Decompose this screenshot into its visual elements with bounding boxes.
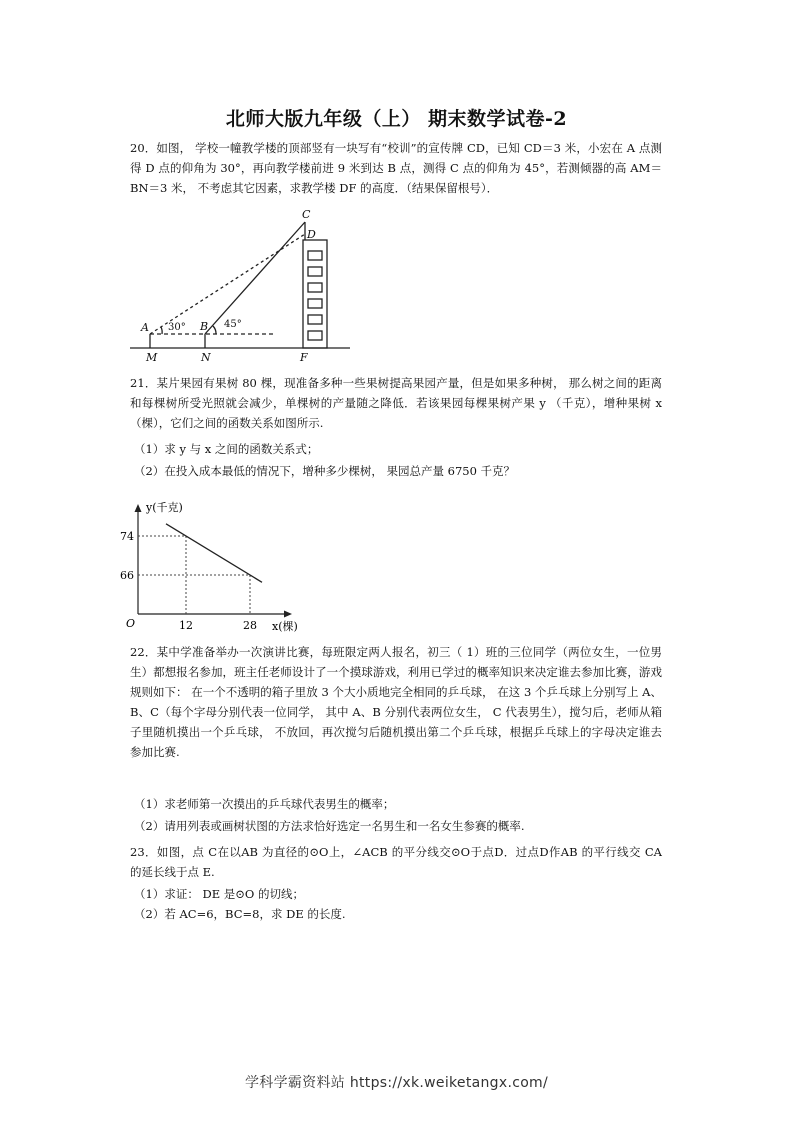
q23-part2: （2）若 AC=6，BC=8，求 DE 的长度.: [134, 907, 346, 921]
x-axis-arrow: [284, 611, 292, 618]
x-tick-label-12: 12: [179, 619, 193, 632]
page-title: 北师大版九年级（上） 期末数学试卷-2: [225, 108, 568, 130]
y-tick-label-74: 74: [120, 530, 134, 543]
building: [303, 240, 327, 348]
q21-part2: （2）在投入成本最低的情况下，增种多少棵树， 果园总产量 6750 千克？: [134, 464, 516, 478]
x-axis-label: x(棵): [272, 620, 298, 633]
q21-chart: [120, 496, 310, 636]
y-tick-label-66: 66: [120, 569, 134, 582]
angle-a-label: 30°: [168, 322, 186, 333]
label-d: D: [307, 228, 316, 241]
y-axis-arrow: [135, 504, 142, 512]
y-axis-label: y(千克): [146, 501, 183, 514]
q20-text: 20．如图， 学校一幢教学楼的顶部竖有一块写有“校训”的宣传牌 CD，已知 CD＝3 米，小宏在 A 点测得 D 点的仰角为 30°，再向教学楼前进 9 米到达 B 点，测得 C 点的仰角为 45°，若测倾器的高 AM＝BN＝3 米， 不考虑其它因素，求教学楼 DF 的高度．（结果保留根号）．: [130, 141, 662, 195]
q22-text: 22．某中学准备举办一次演讲比赛，每班限定两人报名，初三（ 1）班的三位同学（两位女生，一位男生）都想报名参加，班主任老师设计了一个摸球游戏，利用已学过的概率知识来决定谁去参加比赛，游戏规则如下： 在一个不透明的箱子里放 3 个大小质地完全相同的乒乓球， 在这 3 个乒乓球上分别写上 A、B、C（每个字母分别代表一位同学， 其中 A、B 分别代表两位女生， C 代表男生），搅匀后，老师从箱子里随机摸出一个乒乓球， 不放回，再次搅匀后随机摸出第二个乒乓球，根据乒乓球上的字母决定谁去参加比赛.: [130, 645, 662, 759]
label-m: M: [146, 351, 158, 364]
label-b: B: [200, 320, 209, 333]
q22-part2: （2）请用列表或画树状图的方法求恰好选定一名男生和一名女生参赛的概率.: [134, 819, 525, 833]
q23-part1: （1）求证： DE 是⊙O 的切线；: [134, 887, 304, 901]
label-a: A: [141, 321, 149, 334]
series-line: [166, 524, 262, 583]
line-bc: [205, 222, 305, 334]
x-tick-label-28: 28: [243, 619, 257, 632]
label-f: F: [300, 351, 308, 364]
label-n: N: [201, 351, 211, 364]
q20-diagram: [128, 206, 353, 366]
q21-part1: （1）求 y 与 x 之间的函数关系式；: [134, 442, 319, 456]
footer-watermark: 学科学霸资料站 https://xk.weiketangx.com/: [244, 1075, 549, 1091]
q23-text: 23．如图，点 C在以AB 为直径的⊙O上，∠ACB 的平分线交⊙O于点D．过点D作AB 的平行线交 CA 的延长线于点 E.: [130, 845, 662, 879]
q22-part1: （1）求老师第一次摸出的乒乓球代表男生的概率；: [134, 797, 395, 811]
angle-b-label: 45°: [224, 319, 242, 330]
origin-label: O: [126, 617, 136, 630]
label-c: C: [302, 208, 311, 221]
q21-text: 21．某片果园有果树 80 棵，现准备多种一些果树提高果园产量，但是如果多种树， 那么树之间的距离和每棵树所受光照就会减少，单棵树的产量随之降低．若该果园每棵果树产果 y （千克），增种果树 x （棵），它们之间的函数关系如图所示.: [130, 376, 662, 430]
